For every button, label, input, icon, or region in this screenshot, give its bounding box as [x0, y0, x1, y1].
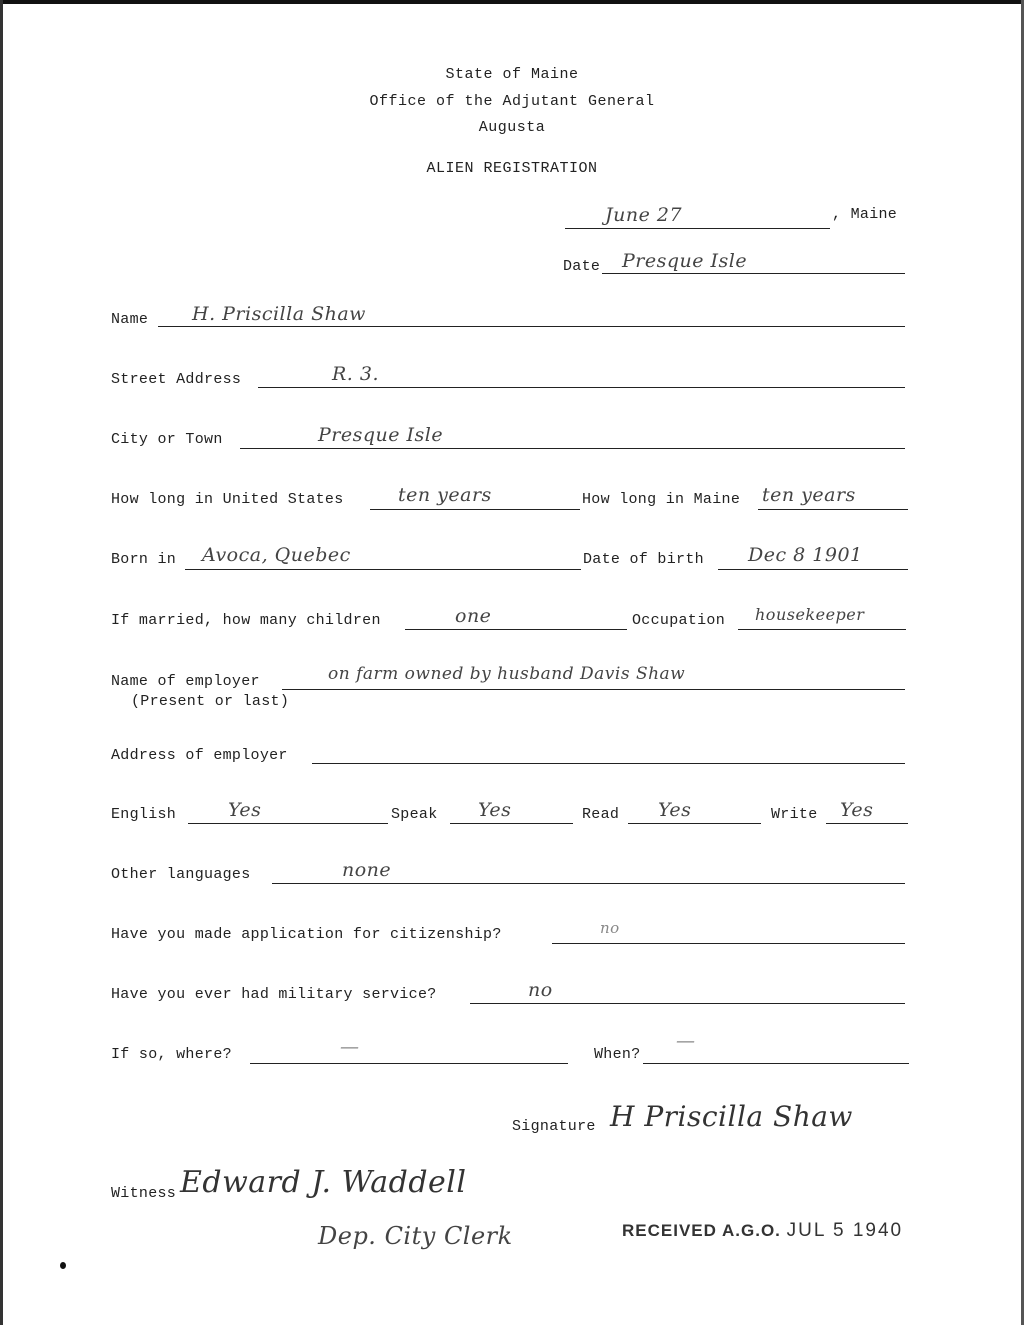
header-state: State of Maine	[445, 66, 579, 83]
speak-line	[450, 823, 573, 824]
speak-label: Speak	[391, 806, 438, 823]
write-label: Write	[771, 806, 818, 823]
header-city: Augusta	[478, 119, 546, 136]
children-value: one	[455, 605, 492, 627]
english-line	[188, 823, 388, 824]
read-label: Read	[582, 806, 620, 823]
read-line	[628, 823, 761, 824]
employer-value: on farm owned by husband Davis Shaw	[328, 664, 686, 684]
witness-label: Witness	[111, 1185, 177, 1202]
citizenship-line	[552, 943, 905, 944]
other-lang-line	[272, 883, 905, 884]
stamp-text: RECEIVED A.G.O.	[622, 1221, 781, 1240]
employer-line	[282, 689, 905, 690]
emp-address-line	[312, 763, 905, 764]
where-value: —	[340, 1036, 360, 1058]
ink-blot	[60, 1262, 66, 1269]
form-title: ALIEN REGISTRATION	[426, 160, 598, 177]
dob-line	[718, 569, 908, 570]
date-value: June 27	[605, 204, 683, 226]
witness-signature: Edward J. Waddell	[180, 1165, 467, 1200]
born-label: Born in	[111, 551, 177, 568]
military-line	[470, 1003, 905, 1004]
where-label: If so, where?	[111, 1046, 232, 1063]
city-line	[240, 448, 905, 449]
occupation-label: Occupation	[632, 612, 726, 629]
witness-title: Dep. City Clerk	[318, 1222, 513, 1250]
speak-value: Yes	[478, 799, 512, 821]
dob-value: Dec 8 1901	[748, 544, 863, 566]
when-line	[643, 1063, 909, 1064]
dob-label: Date of birth	[583, 551, 704, 568]
occupation-line	[738, 629, 906, 630]
maine-long-line	[758, 509, 908, 510]
other-lang-label: Other languages	[111, 866, 251, 883]
maine-label: , Maine	[832, 206, 898, 223]
children-line	[405, 629, 627, 630]
citizenship-value: no	[600, 919, 620, 937]
english-value: Yes	[228, 799, 262, 821]
city-value: Presque Isle	[318, 424, 444, 446]
employer-sublabel: (Present or last)	[131, 693, 290, 710]
us-line	[370, 509, 580, 510]
maine-long-label: How long in Maine	[582, 491, 741, 508]
english-label: English	[111, 806, 177, 823]
emp-address-label: Address of employer	[111, 747, 288, 764]
maine-long-value: ten years	[762, 484, 856, 506]
military-value: no	[528, 979, 553, 1001]
military-label: Have you ever had military service?	[111, 986, 437, 1003]
when-value: —	[676, 1030, 696, 1052]
write-value: Yes	[840, 799, 874, 821]
us-label: How long in United States	[111, 491, 344, 508]
employer-label: Name of employer	[111, 673, 260, 690]
where-line	[250, 1063, 568, 1064]
date-label: Date	[563, 258, 601, 275]
name-value: H. Priscilla Shaw	[192, 303, 366, 325]
received-stamp	[622, 1220, 903, 1242]
children-label: If married, how many children	[111, 612, 381, 629]
name-label: Name	[111, 311, 149, 328]
stamp-date: JUL 5 1940	[786, 1220, 904, 1241]
place-value: Presque Isle	[622, 250, 748, 272]
street-line	[258, 387, 905, 388]
city-label: City or Town	[111, 431, 223, 448]
other-lang-value: none	[342, 859, 392, 881]
street-label: Street Address	[111, 371, 242, 388]
us-value: ten years	[398, 484, 492, 506]
read-value: Yes	[658, 799, 692, 821]
occupation-value: housekeeper	[755, 605, 865, 624]
write-line	[826, 823, 908, 824]
name-line	[158, 326, 905, 327]
street-value: R. 3.	[332, 363, 380, 385]
citizenship-label: Have you made application for citizenship?	[111, 926, 502, 943]
when-label: When?	[594, 1046, 641, 1063]
born-value: Avoca, Quebec	[202, 544, 351, 566]
born-line	[185, 569, 581, 570]
signature-value: H Priscilla Shaw	[610, 1100, 853, 1133]
page-edge-left	[0, 0, 3, 1325]
header-office: Office of the Adjutant General	[369, 93, 655, 110]
page-edge-top	[0, 0, 1024, 4]
signature-label: Signature	[512, 1118, 596, 1135]
place-line	[602, 273, 905, 274]
date-line	[565, 228, 830, 229]
